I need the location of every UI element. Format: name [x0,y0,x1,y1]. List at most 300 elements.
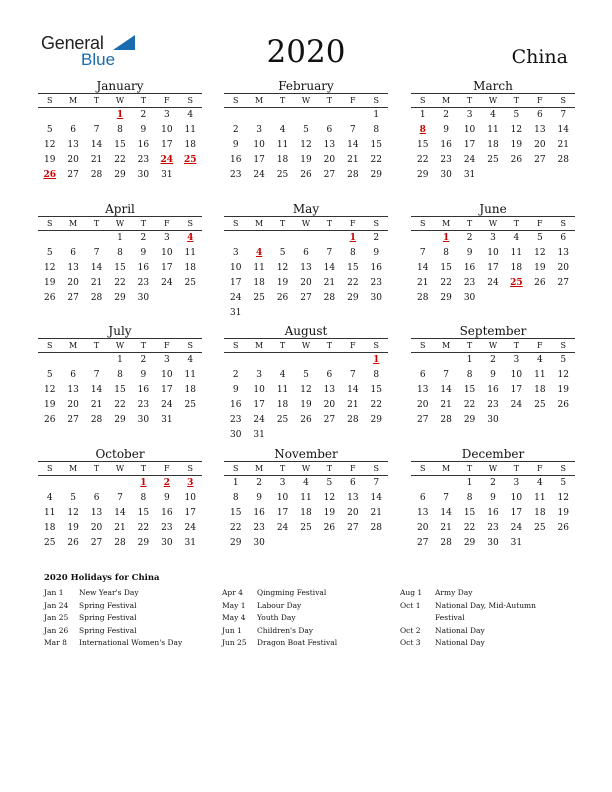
day-cell [552,291,575,306]
day-cell: 10 [487,248,499,258]
day-cell: 28 [347,415,359,425]
holiday-column [400,587,536,650]
day-cell: 19 [43,155,56,165]
week-row [224,261,388,276]
day-cell: 6 [326,370,333,380]
day-cell [318,536,341,551]
day-cell: 19 [300,400,312,410]
day-cell: 13 [67,263,79,273]
day-cell: 22 [114,278,126,288]
week-row [38,291,202,306]
day-cell: 17 [253,155,265,165]
day-cell: 21 [347,155,359,165]
day-cell: 6 [70,248,76,258]
day-cell: 8 [117,248,123,258]
week-row [38,138,202,153]
weekday-label: S [419,219,426,228]
weekday-label: M [442,96,451,105]
day-cell: 23 [137,155,150,165]
day-cell: 14 [114,508,126,518]
holiday-name: Youth Day [257,613,296,622]
logo-general-text: General [41,33,104,53]
week-row [411,138,575,153]
weekday-label: S [46,219,53,228]
day-cell: 9 [232,140,239,150]
month-april [38,202,202,306]
day-cell: 12 [557,493,569,503]
day-cell [294,108,317,123]
day-cell: 7 [349,370,356,380]
day-cell: 9 [140,370,147,380]
weekday-label: T [513,341,520,350]
day-cell: 30 [487,538,499,548]
day-cell: 31 [184,538,196,548]
day-cell: 19 [43,278,56,288]
day-cell: 29 [463,415,476,425]
day-cell: 22 [416,155,429,165]
holiday-name: Dragon Boat Festival [257,638,338,647]
week-row [38,108,202,123]
day-cell: 10 [510,370,523,380]
day-cell: 19 [557,385,569,395]
day-cell: 16 [229,155,242,165]
day-cell [318,108,341,123]
day-cell [85,108,108,123]
day-cell: 27 [347,523,359,533]
weekday-label: M [69,219,78,228]
weekday-label: S [187,96,193,105]
day-cell: 2 [140,233,147,243]
day-cell: 7 [93,248,100,258]
weekday-header [224,339,388,352]
day-cell [247,306,270,321]
day-cell [179,168,202,183]
day-cell: 5 [303,370,309,380]
day-cell: 20 [323,155,336,165]
day-cell: 26 [67,538,79,548]
day-cell: 21 [370,508,382,518]
day-cell [271,428,294,443]
day-cell: 14 [416,263,429,273]
weekday-label: M [255,464,264,473]
day-cell: 16 [137,140,150,150]
day-cell [271,353,294,368]
day-cell [552,536,575,551]
day-cell: 23 [229,170,242,180]
day-cell: 5 [560,478,567,488]
weekday-label: S [187,341,193,350]
weekday-header [411,462,575,475]
holiday-entry [222,600,337,613]
holiday-name: Army Day [435,588,473,597]
day-cell: 18 [276,400,289,410]
day-cell: 3 [490,233,496,243]
day-cell: 1 [117,233,123,243]
holiday-date: Oct 3 [400,638,421,647]
day-cell: 27 [67,415,79,425]
holiday-date: Jan 1 [44,588,64,597]
holiday-day: 1 [140,478,147,488]
day-cell: 5 [326,478,333,488]
day-cell: 14 [557,125,569,135]
day-cell: 12 [300,140,312,150]
weekday-label: T [513,96,520,105]
weekday-label: T [326,219,333,228]
day-cell: 30 [253,538,265,548]
holiday-column [44,587,182,650]
day-cell [38,476,61,491]
weekday-label: S [232,96,239,105]
day-cell [38,108,61,123]
day-cell: 9 [256,493,262,503]
day-cell: 29 [137,538,150,548]
day-cell [318,428,341,443]
day-cell: 12 [557,370,569,380]
week-row [411,353,575,368]
day-cell: 31 [161,415,173,425]
day-cell: 31 [463,170,476,180]
day-cell: 7 [117,493,123,503]
day-cell: 29 [229,538,242,548]
holiday-day: 4 [187,233,194,243]
day-cell: 30 [370,293,382,303]
weekday-label: T [279,96,286,105]
day-cell [505,413,528,428]
day-cell: 28 [440,538,452,548]
day-cell: 20 [67,400,79,410]
day-cell: 26 [43,415,56,425]
day-cell: 24 [487,278,499,288]
weekday-label: T [466,464,473,473]
day-cell: 25 [184,278,196,288]
day-cell: 30 [487,415,499,425]
day-cell: 27 [416,415,429,425]
holiday-day: 24 [160,155,174,165]
week-row [224,153,388,168]
day-cell [318,231,341,246]
week-row [224,536,388,551]
weekday-label: T [140,219,147,228]
day-cell: 8 [140,493,147,503]
day-cell: 30 [161,538,173,548]
day-cell [552,413,575,428]
day-cell: 21 [323,278,336,288]
holiday-day: 1 [373,355,380,365]
week-row [38,491,202,506]
day-cell: 3 [279,478,286,488]
day-cell: 21 [114,523,126,533]
day-cell: 3 [513,478,520,488]
day-cell [224,108,247,123]
day-cell: 24 [184,523,196,533]
day-cell [61,108,84,123]
weekday-label: S [560,96,566,105]
day-cell: 11 [184,125,196,135]
day-cell: 27 [416,538,429,548]
day-cell: 11 [487,125,499,135]
holiday-date: Jun 1 [222,625,242,635]
weekday-label: F [164,464,170,473]
day-cell [411,353,434,368]
day-cell: 9 [466,248,473,258]
weekday-label: W [301,464,311,473]
day-cell: 10 [276,493,289,503]
day-cell: 14 [90,263,103,273]
day-cell: 6 [70,370,76,380]
day-cell: 3 [256,370,262,380]
day-cell: 3 [163,355,170,365]
weekday-header [411,94,575,107]
day-cell: 1 [373,110,380,120]
day-cell: 11 [300,493,312,503]
weekday-label: T [93,96,100,105]
weekday-header [38,462,202,475]
month-name: August [284,324,328,338]
day-cell: 6 [349,478,356,488]
holiday-entry [222,625,337,638]
month-name: January [96,79,144,93]
week-row [411,491,575,506]
weekday-label: T [140,341,147,350]
day-cell [224,353,247,368]
holiday-date: Oct 2 [400,625,421,635]
month-name: February [278,79,334,93]
week-row [38,506,202,521]
day-cell: 11 [276,140,289,150]
weekday-label: F [350,96,356,105]
weekday-header [224,94,388,107]
day-cell: 21 [557,140,569,150]
holiday-entry [400,600,536,613]
day-cell: 3 [163,110,170,120]
day-cell: 18 [184,140,196,150]
day-cell: 11 [510,248,523,258]
day-cell [341,108,364,123]
day-cell: 19 [43,400,56,410]
day-cell: 3 [513,355,520,365]
weekday-label: S [373,219,379,228]
day-cell: 19 [276,278,289,288]
week-row [224,506,388,521]
day-cell: 25 [300,523,312,533]
holiday-entry [44,625,182,638]
day-cell: 4 [46,493,53,503]
day-cell [365,428,388,443]
month-name: October [95,447,145,461]
day-cell: 9 [490,493,496,503]
day-cell: 5 [46,125,53,135]
weekday-label: F [350,464,356,473]
day-cell: 31 [161,170,173,180]
day-cell: 1 [232,478,239,488]
weekday-header [224,462,388,475]
day-cell: 24 [510,400,523,410]
day-cell: 24 [510,523,523,533]
day-cell: 15 [137,508,150,518]
day-cell: 7 [560,110,567,120]
day-cell: 26 [43,293,56,303]
holiday-name: National Day [435,638,485,647]
day-cell: 29 [416,170,429,180]
day-cell [108,476,131,491]
week-row [411,231,575,246]
day-cell: 29 [114,415,126,425]
day-cell [247,231,270,246]
day-cell: 11 [534,370,546,380]
day-cell: 28 [323,293,336,303]
day-cell: 18 [300,508,312,518]
day-cell [294,306,317,321]
holiday-column [222,587,337,650]
week-row [38,261,202,276]
day-cell: 2 [373,233,380,243]
weekday-label: T [326,341,333,350]
week-row [411,476,575,491]
day-cell: 25 [534,523,546,533]
weekday-label: S [373,464,379,473]
day-cell: 23 [161,523,173,533]
week-row [224,353,388,368]
weekday-label: M [69,96,78,105]
day-cell: 4 [279,125,286,135]
day-cell: 30 [137,415,150,425]
weekday-label: F [537,341,543,350]
day-cell: 26 [510,155,523,165]
day-cell [38,353,61,368]
day-cell: 5 [70,493,76,503]
day-cell: 8 [443,248,449,258]
day-cell [61,353,84,368]
holiday-entry [400,587,536,600]
day-cell: 8 [117,125,123,135]
holiday-date: Oct 1 [400,600,421,610]
holiday-date: Jan 25 [44,613,69,622]
day-cell: 13 [67,140,79,150]
day-cell: 24 [253,170,265,180]
week-row [38,413,202,428]
weekday-label: W [115,464,125,473]
day-cell: 31 [229,308,242,318]
day-cell: 7 [93,370,100,380]
month-name: September [459,324,527,338]
day-cell: 28 [370,523,382,533]
weekday-header [224,217,388,230]
day-cell: 10 [184,493,196,503]
day-cell: 17 [253,400,265,410]
weekday-label: S [187,464,193,473]
week-row [411,153,575,168]
day-cell: 12 [43,385,56,395]
weekday-label: W [488,219,498,228]
day-cell: 2 [443,110,449,120]
day-cell: 22 [463,400,476,410]
day-cell: 26 [557,523,569,533]
week-row [38,153,202,168]
holiday-date: May 4 [222,613,246,622]
week-row [224,123,388,138]
day-cell [85,231,108,246]
holiday-date [400,612,435,625]
day-cell: 7 [443,370,449,380]
day-cell [271,536,294,551]
weekday-label: S [232,464,239,473]
day-cell: 20 [347,508,359,518]
holiday-entry [400,637,536,650]
holiday-date: Jan 24 [44,600,69,610]
day-cell: 23 [463,278,476,288]
day-cell: 12 [276,263,289,273]
day-cell [341,353,364,368]
day-cell: 25 [534,400,546,410]
day-cell: 2 [490,355,496,365]
day-cell [224,231,247,246]
day-cell: 1 [117,355,123,365]
day-cell: 15 [463,385,476,395]
week-row [411,123,575,138]
day-cell: 23 [137,400,150,410]
week-row [38,476,202,491]
day-cell: 4 [303,478,309,488]
day-cell: 23 [137,278,150,288]
day-cell: 16 [161,508,173,518]
holiday-day: 25 [183,155,197,165]
week-row [224,231,388,246]
day-cell: 4 [536,478,543,488]
day-cell: 26 [557,400,569,410]
day-cell: 20 [557,263,569,273]
day-cell: 2 [140,110,147,120]
weekday-label: F [537,464,543,473]
day-cell: 21 [440,523,452,533]
holiday-day: 26 [43,170,56,180]
day-cell: 27 [323,415,336,425]
day-cell: 17 [229,278,242,288]
day-cell: 28 [416,293,429,303]
day-cell: 6 [419,493,426,503]
day-cell: 18 [43,523,56,533]
day-cell: 2 [232,125,239,135]
week-row [38,168,202,183]
day-cell: 8 [373,125,380,135]
day-cell: 6 [326,125,333,135]
day-cell: 15 [114,385,126,395]
day-cell: 16 [137,263,150,273]
day-cell: 14 [440,508,452,518]
day-cell: 27 [534,155,546,165]
week-row [224,138,388,153]
holiday-day: 1 [349,233,356,243]
day-cell [247,353,270,368]
day-cell: 22 [370,155,382,165]
day-cell: 21 [347,400,359,410]
day-cell: 16 [487,385,499,395]
month-march [411,79,575,183]
week-row [224,383,388,398]
day-cell: 1 [419,110,426,120]
weekday-label: W [115,96,125,105]
day-cell [294,353,317,368]
week-row [411,108,575,123]
day-cell: 17 [161,140,173,150]
weekday-label: T [326,464,333,473]
day-cell: 8 [466,370,473,380]
day-cell: 24 [253,415,265,425]
day-cell: 4 [187,355,194,365]
week-row [224,413,388,428]
week-row [224,291,388,306]
day-cell: 29 [114,293,126,303]
day-cell: 25 [276,170,289,180]
